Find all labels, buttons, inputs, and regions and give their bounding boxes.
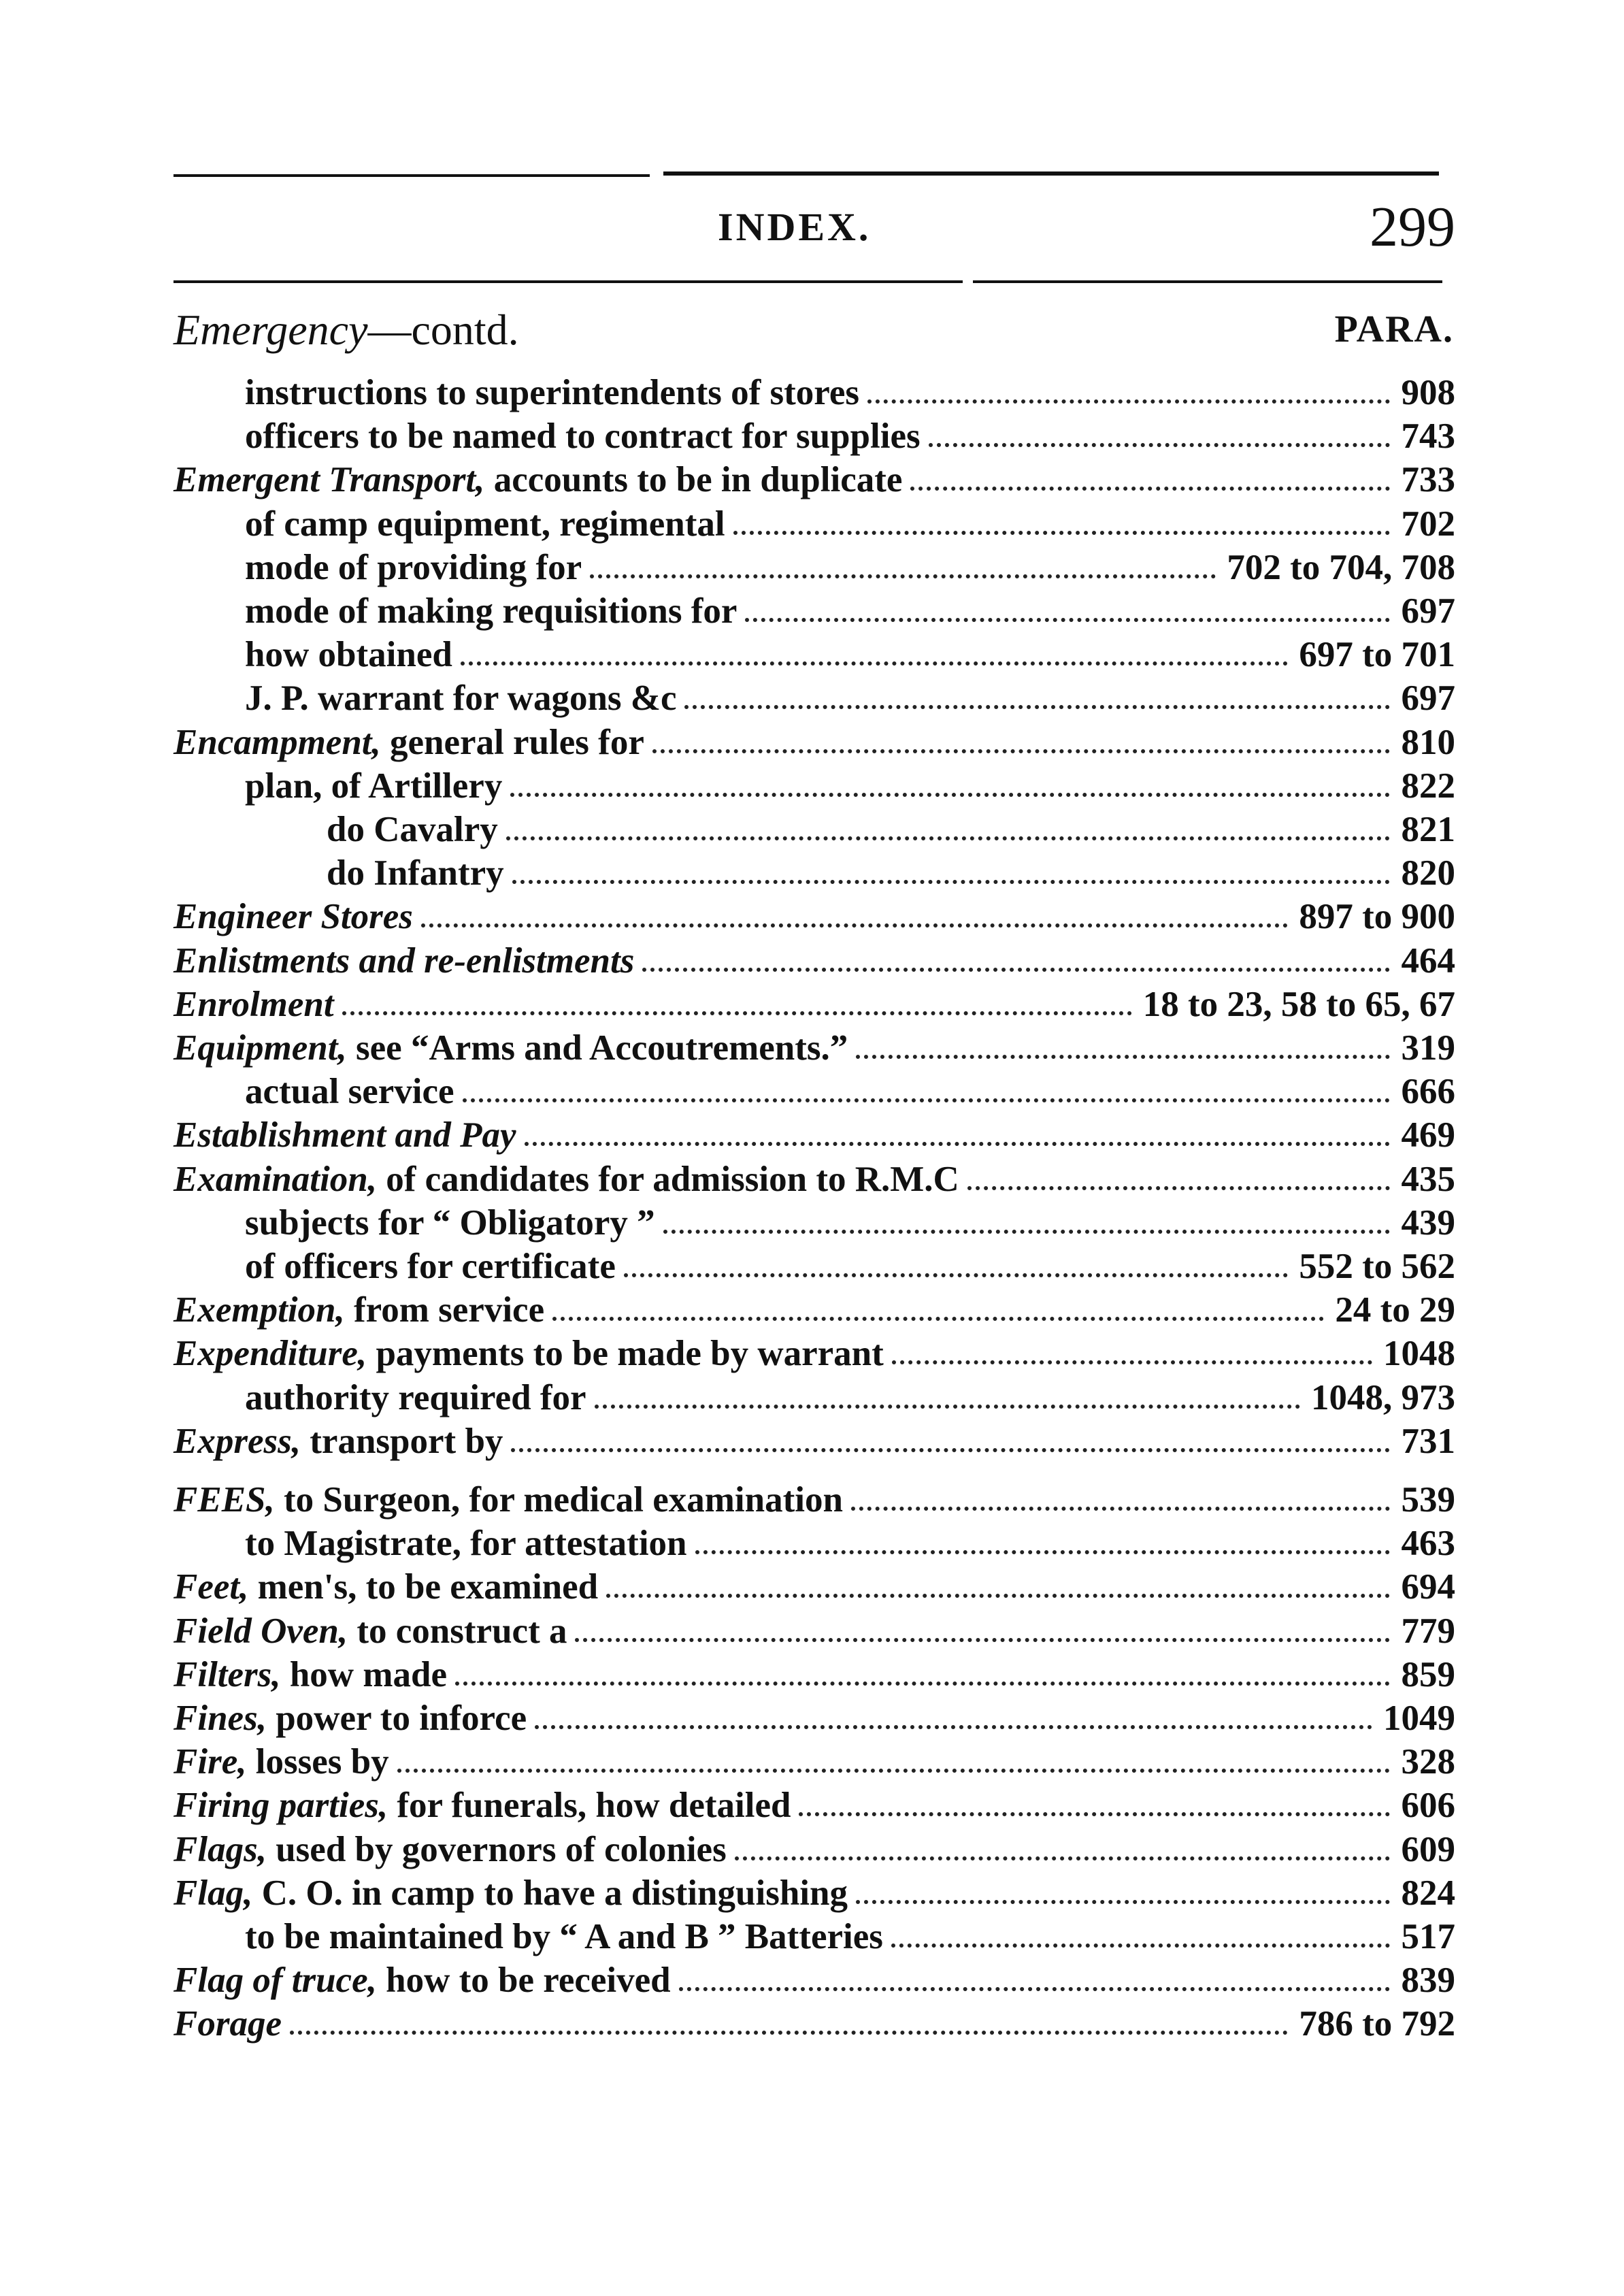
entry-paragraph-ref: 1048, 973 [1306, 1376, 1455, 1420]
dot-leader [512, 880, 1390, 884]
index-entry [0, 1288, 1624, 1332]
entry-description: officers to be named to contract for supplies [245, 416, 921, 457]
entry-description: how to be received [376, 1961, 671, 2001]
entry-description: to construct a [348, 1611, 567, 1651]
entry-term: Feet, [173, 1567, 249, 1607]
entry-text [245, 1915, 889, 1958]
dot-leader [606, 1594, 1390, 1598]
entry-text [173, 1420, 508, 1463]
entry-description: losses by [246, 1742, 389, 1782]
entry-paragraph-ref: 859 [1396, 1653, 1456, 1696]
dot-leader [684, 705, 1390, 709]
entry-description: of officers for certificate [245, 1247, 616, 1286]
entry-paragraph-ref: 786 to 792 [1293, 2002, 1455, 2046]
entry-term: Flag, [173, 1873, 253, 1913]
entry-paragraph-ref: 328 [1396, 1740, 1456, 1784]
dot-leader [967, 1186, 1390, 1190]
dot-leader [397, 1769, 1390, 1773]
index-entry [0, 764, 1624, 808]
section-heading [173, 305, 519, 355]
entry-text [173, 1478, 848, 1522]
entry-paragraph-ref: 697 [1396, 676, 1456, 720]
entry-paragraph-ref: 697 to 701 [1293, 633, 1455, 676]
entry-term: Enrolment [173, 984, 334, 1024]
dot-leader [851, 1507, 1390, 1511]
entry-paragraph-ref: 1048 [1378, 1332, 1455, 1375]
entry-text [173, 721, 650, 764]
index-entry [0, 851, 1624, 895]
entry-paragraph-ref: 1049 [1378, 1696, 1455, 1740]
entry-description: how made [280, 1654, 447, 1694]
entry-description: to Surgeon, for medical examination [274, 1480, 843, 1520]
entry-text [173, 1026, 853, 1070]
entry-text [173, 1565, 603, 1609]
entry-paragraph-ref: 821 [1396, 808, 1456, 851]
dot-leader [511, 1448, 1390, 1452]
dot-leader [510, 793, 1390, 797]
entry-paragraph-ref: 702 [1396, 502, 1456, 546]
entry-text [245, 676, 682, 720]
dot-leader [679, 1987, 1390, 1991]
dot-leader [745, 618, 1390, 622]
entry-term: Express, [173, 1421, 301, 1461]
dot-leader [455, 1682, 1390, 1686]
dot-leader [595, 1405, 1300, 1409]
entry-paragraph-ref: 439 [1396, 1201, 1456, 1245]
dot-leader [856, 1900, 1390, 1904]
entry-paragraph-ref: 435 [1396, 1158, 1456, 1201]
entry-text [173, 1332, 889, 1375]
entry-text [173, 1784, 796, 1827]
dot-leader [552, 1317, 1324, 1321]
entry-paragraph-ref: 839 [1396, 1958, 1456, 2002]
entry-description: J. P. warrant for wagons &c [245, 678, 677, 719]
index-entry [0, 1420, 1624, 1463]
entry-term: Fire, [173, 1742, 247, 1782]
entry-paragraph-ref: 319 [1396, 1026, 1456, 1070]
index-entry [0, 939, 1624, 983]
index-entry [0, 1026, 1624, 1070]
entry-text [173, 1653, 452, 1696]
entry-paragraph-ref: 824 [1396, 1871, 1456, 1915]
dot-leader [695, 1550, 1390, 1554]
entry-term: Equipment, [173, 1028, 347, 1068]
entry-description: power to inforce [266, 1699, 527, 1738]
dot-leader [590, 574, 1216, 578]
entry-text [245, 1376, 592, 1420]
entry-term: Establishment and Pay [173, 1115, 516, 1155]
dot-leader [421, 923, 1288, 928]
section-heading-term: Emergency [173, 306, 368, 354]
entry-paragraph-ref: 609 [1396, 1828, 1456, 1871]
entry-term: Examination, [173, 1159, 377, 1199]
entry-paragraph-ref: 666 [1396, 1070, 1456, 1113]
entry-term: Emergent Transport, [173, 460, 485, 500]
entry-text [173, 1609, 572, 1653]
index-entry [0, 1653, 1624, 1696]
dot-leader [733, 531, 1390, 535]
page-number: 299 [1370, 195, 1455, 259]
entry-text [245, 633, 458, 676]
entry-description: actual service [245, 1072, 454, 1112]
entry-text [173, 1871, 853, 1915]
entry-text [173, 1158, 965, 1201]
index-entry [0, 458, 1624, 502]
index-entry [0, 1958, 1624, 2002]
entry-paragraph-ref: 702 to 704, 708 [1221, 546, 1455, 589]
entry-paragraph-ref: 552 to 562 [1293, 1245, 1455, 1288]
index-entry [0, 721, 1624, 764]
entry-term: Forage [173, 2004, 282, 2044]
dot-leader [652, 749, 1390, 753]
index-entry [0, 1565, 1624, 1609]
index-entry [0, 1696, 1624, 1740]
entry-text [173, 1828, 732, 1871]
entry-text [245, 1070, 460, 1113]
section-heading-suffix: —contd. [367, 306, 519, 354]
entry-description: payments to be made by warrant [367, 1334, 884, 1374]
entry-description: general rules for [380, 722, 644, 762]
header-rule-left [173, 280, 963, 283]
entry-paragraph-ref: 743 [1396, 414, 1456, 458]
entry-description: of camp equipment, regimental [245, 504, 725, 544]
dot-leader [463, 1098, 1390, 1102]
entry-paragraph-ref: 820 [1396, 851, 1456, 895]
dot-leader [867, 399, 1390, 404]
entry-paragraph-ref: 733 [1396, 458, 1456, 502]
entry-text [173, 458, 908, 502]
index-entry [0, 1871, 1624, 1915]
index-entry [0, 1828, 1624, 1871]
header-rule-right [973, 280, 1442, 283]
dot-leader [342, 1011, 1132, 1015]
entry-paragraph-ref: 779 [1396, 1609, 1456, 1653]
running-head: INDEX. [718, 205, 872, 249]
entry-paragraph-ref: 517 [1396, 1915, 1456, 1958]
dot-leader [891, 1944, 1390, 1948]
entry-description: authority required for [245, 1377, 586, 1417]
dot-leader [290, 2031, 1288, 2035]
index-entry [0, 983, 1624, 1026]
entry-term: Field Oven, [173, 1611, 348, 1651]
index-entry [0, 1245, 1624, 1288]
entry-description: plan, of Artillery [245, 766, 503, 806]
entry-paragraph-ref: 897 to 900 [1293, 895, 1455, 938]
entry-description: see “Arms and Accoutrements.” [346, 1028, 848, 1068]
entry-paragraph-ref: 731 [1396, 1420, 1456, 1463]
index-entry [0, 502, 1624, 546]
index-entry [0, 414, 1624, 458]
index-entry [0, 1201, 1624, 1245]
entry-paragraph-ref: 463 [1396, 1522, 1456, 1565]
entry-text [173, 1288, 550, 1332]
index-entry [0, 1332, 1624, 1375]
entry-description: subjects for “ Obligatory ” [245, 1202, 655, 1243]
entry-text [173, 1958, 676, 2002]
entry-description: to Magistrate, for attestation [245, 1524, 687, 1564]
entry-text [327, 808, 503, 851]
index-entry [0, 676, 1624, 720]
entry-term: Engineer Stores [173, 897, 413, 937]
entry-text [245, 546, 587, 589]
dot-leader [642, 968, 1390, 972]
entry-term: Exemption, [173, 1290, 345, 1330]
index-entry [0, 1915, 1624, 1958]
index-entry [0, 633, 1624, 676]
entry-term: Firing parties, [173, 1786, 388, 1826]
dot-leader [624, 1273, 1288, 1277]
entry-term: Flag of truce, [173, 1961, 377, 2001]
index-entry [0, 546, 1624, 589]
entry-text [173, 983, 339, 1026]
index-entry [0, 895, 1624, 938]
entry-term: Enlistments and re-enlistments [173, 940, 635, 981]
dot-leader [506, 836, 1390, 840]
para-column-label: PARA. [1334, 308, 1454, 350]
dot-leader [892, 1360, 1372, 1364]
entry-text [245, 1245, 621, 1288]
entry-description: to be maintained by “ A and B ” Batteries [245, 1917, 883, 1956]
entry-paragraph-ref: 464 [1396, 939, 1456, 983]
entry-paragraph-ref: 606 [1396, 1784, 1456, 1827]
index-entry [0, 808, 1624, 851]
index-entry [0, 1070, 1624, 1113]
top-rule-right [663, 171, 1439, 176]
entry-text [173, 2002, 287, 2046]
entry-text [245, 1201, 661, 1245]
entry-paragraph-ref: 694 [1396, 1565, 1456, 1609]
entry-paragraph-ref: 469 [1396, 1113, 1456, 1157]
entry-text [245, 1522, 693, 1565]
index-entry [0, 1740, 1624, 1784]
entry-description: mode of making requisitions for [245, 591, 738, 631]
entry-text [245, 764, 508, 808]
entry-description: from service [344, 1290, 545, 1330]
entry-description: do Cavalry [327, 810, 498, 849]
entry-term: Expenditure, [173, 1334, 367, 1374]
dot-leader [525, 1142, 1390, 1146]
entry-paragraph-ref: 24 to 29 [1329, 1288, 1455, 1332]
index-entry [0, 1784, 1624, 1827]
entry-text [173, 1740, 395, 1784]
entry-term: Filters, [173, 1654, 281, 1694]
dot-leader [663, 1230, 1390, 1234]
dot-leader [799, 1812, 1390, 1816]
entry-text [173, 895, 418, 938]
entry-text [173, 1696, 532, 1740]
index-entry [0, 2002, 1624, 2046]
entry-paragraph-ref: 908 [1396, 371, 1456, 414]
entry-description: do Infantry [327, 853, 504, 893]
dot-leader [735, 1856, 1390, 1860]
entry-description: accounts to be in duplicate [484, 460, 903, 500]
index-entry [0, 589, 1624, 633]
entry-description: used by governors of colonies [266, 1829, 727, 1869]
entry-text [245, 502, 731, 546]
entry-description: for funerals, how detailed [388, 1786, 791, 1826]
index-entry [0, 1376, 1624, 1420]
index-entry [0, 1522, 1624, 1565]
entry-description: transport by [301, 1421, 503, 1461]
entry-description: men's, to be examined [248, 1567, 599, 1607]
entry-paragraph-ref: 539 [1396, 1478, 1456, 1522]
dot-leader [910, 487, 1390, 491]
index-entry [0, 1113, 1624, 1157]
entry-description: of candidates for admission to R.M.C [376, 1159, 959, 1199]
index-entry [0, 1609, 1624, 1653]
entry-term: Flags, [173, 1829, 267, 1869]
entry-paragraph-ref: 18 to 23, 58 to 65, 67 [1138, 983, 1455, 1026]
index-entry [0, 371, 1624, 414]
entry-text [245, 589, 742, 633]
entry-description: how obtained [245, 635, 452, 675]
dot-leader [856, 1055, 1390, 1059]
entry-text [327, 851, 510, 895]
entry-description: C. O. in camp to have a distinguishing [252, 1873, 848, 1913]
dot-leader [461, 661, 1288, 666]
entry-text [245, 414, 926, 458]
entry-text [173, 939, 640, 983]
entry-description: mode of providing for [245, 547, 582, 587]
entry-term: Fines, [173, 1699, 267, 1738]
entry-description: instructions to superintendents of stores [245, 373, 859, 412]
dot-leader [929, 443, 1390, 447]
entry-paragraph-ref: 810 [1396, 721, 1456, 764]
dot-leader [535, 1725, 1372, 1729]
entry-term: Encampment, [173, 722, 381, 762]
entry-paragraph-ref: 697 [1396, 589, 1456, 633]
entry-term: FEES, [173, 1480, 275, 1520]
index-entry [0, 1158, 1624, 1201]
entry-text [173, 1113, 522, 1157]
index-entry [0, 1478, 1624, 1522]
top-rule-left [173, 174, 650, 177]
entry-text [245, 371, 865, 414]
dot-leader [575, 1638, 1390, 1642]
entry-paragraph-ref: 822 [1396, 764, 1456, 808]
